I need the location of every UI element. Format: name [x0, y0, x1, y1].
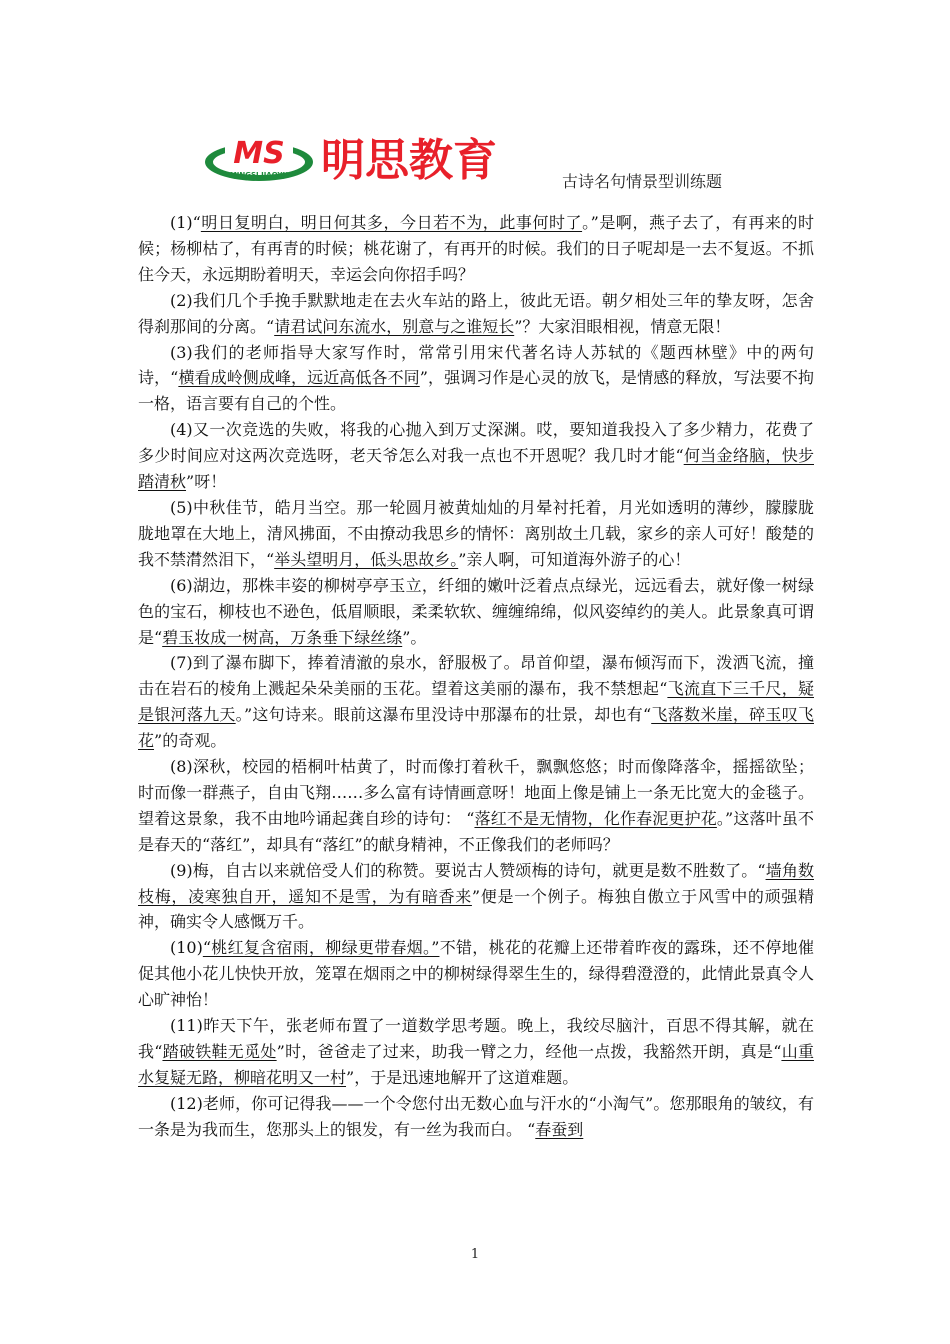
logo-title: 明思教育 [321, 135, 497, 186]
underlined-quote: 飞落数米崖，碎玉叹飞花 [138, 705, 814, 751]
text-run: 。”这句诗来。眼前这瀑布里没诗中那瀑布的壮景，却也有“ [235, 705, 652, 725]
underlined-quote: 山重水复疑无路，柳暗花明又一村 [138, 1042, 814, 1087]
underlined-quote: 何当金络脑，快步踏清秋 [138, 446, 814, 492]
underlined-quote: 飞流直下三千尺，疑是银河落九天 [138, 679, 814, 725]
paragraph-7 [138, 650, 814, 754]
ms-logo-icon [203, 136, 315, 184]
logo-badge-text: MS [233, 136, 285, 171]
paragraph-1 [138, 210, 814, 288]
text-run: ”。 [402, 627, 427, 647]
text-run: (11)昨天下午，张老师布置了一道数学思考题。晚上，我绞尽脑汁，百思不得其解，就在我“ [138, 1016, 814, 1061]
text-run: ”的奇观。 [154, 731, 227, 751]
text-run: 。”是啊，燕子去了，有再来的时候；杨柳枯了，有再青的时候；桃花谢了，有再开的时候。我们的日子呢却是一去不复返。不抓住今天，永远期盼着明天，幸运会向你招手吗？ [138, 213, 814, 284]
text-run: ”，强调习作是心灵的放飞，是情感的释放，写法要不拘一格，语言要有自己的个性。 [138, 368, 814, 414]
underlined-quote: 墙角数枝梅，凌寒独自开，遥知不是雪，为有暗香来 [138, 860, 814, 906]
paragraph-11 [138, 1013, 814, 1091]
text-run: ”，于是迅速地解开了这道难题。 [346, 1067, 579, 1087]
brand-logo [203, 136, 558, 188]
paragraph-6 [138, 573, 814, 651]
paragraph-5 [138, 495, 814, 573]
text-run: ”？大家泪眼相视，情意无限！ [514, 316, 731, 336]
text-run: (2)我们几个手挽手默默地走在去火车站的路上，彼此无语。朝夕相处三年的挚友呀，怎舍得刹那间的分离。“ [138, 290, 814, 336]
paragraph-12 [138, 1091, 814, 1143]
text-run: (12)老师，你可记得我——一个令您付出无数心血与汗水的“小淘气”。您那眼角的皱纹，有一条是为我而生，您那头上的银发，有一丝为我而白。 “ [138, 1093, 814, 1139]
paragraph-2 [138, 288, 814, 340]
underlined-quote: 碧玉妆成一树高，万条垂下绿丝绦 [162, 627, 403, 647]
underlined-quote: “桃红复含宿雨，柳绿更带春烟。” [202, 938, 440, 958]
text-run: ”呀！ [186, 472, 227, 492]
document-title: 古诗名句情景型训练题 [562, 172, 723, 191]
text-run: (4)又一次竞选的失败，将我的心抛入到万丈深渊。哎，要知道我投入了多少精力，花费了多少时间应对这两次竞选呀，老天爷怎么对我一点也不开恩呢？我几时才能“ [138, 420, 814, 466]
text-run: ”便是一个例子。梅独自傲立于风雪中的顽强精神，确实令人感慨万千。 [138, 886, 814, 932]
text-run: (9)梅，自古以来就倍受人们的称赞。要说古人赞颂梅的诗句，就更是数不胜数了。“ [170, 860, 766, 880]
paragraph-4 [138, 417, 814, 495]
text-run: (7)到了瀑布脚下，捧着清澈的泉水，舒服极了。昂首仰望，瀑布倾泻而下，泼洒飞流，撞击在岩石的棱角上溅起朵朵美丽的玉花。望着这美丽的瀑布，我不禁想起“ [138, 653, 814, 699]
logo-sub-text: MINGSI JIAOYU [229, 171, 289, 179]
text-run: (5)中秋佳节，皓月当空。那一轮圆月被黄灿灿的月晕衬托着，月光如透明的薄纱，朦朦胧胧地罩在大地上，清风拂面，不由撩动我思乡的情怀：离别故土几载，家乡的亲人可好！酸楚的我不禁潸然泪下，“ [138, 497, 814, 569]
text-run: 。”这落叶虽不是春天的“落红”，却具有“落红”的献身精神，不正像我们的老师吗？ [138, 808, 814, 854]
text-run: (8)深秋，校园的梧桐叶枯黄了，时而像打着秋千，飘飘悠悠；时而像降落伞，摇摇欲坠；时而像一群燕子，自由飞翔……多么富有诗情画意呀！地面上像是铺上一条无比宽大的金毯子。望着这景象，我不由地吟诵起龚自珍的诗句： “ [138, 757, 814, 828]
text-run: (1)“ [170, 213, 201, 232]
underlined-quote: 举头望明月，低头思故乡。 [274, 549, 459, 569]
underlined-quote: 横看成岭侧成峰，远近高低各不同 [178, 368, 420, 388]
text-run: ”时，爸爸走了过来，助我一臂之力，经他一点拨，我豁然开朗，真是“ [276, 1042, 782, 1061]
paragraph-3 [138, 340, 814, 418]
text-run: ”亲人啊，可知道海外游子的心！ [458, 549, 691, 569]
text-run: (3)我们的老师指导大家写作时，常常引用宋代著名诗人苏轼的《题西林壁》中的两句诗，“ [138, 342, 814, 388]
text-run: (6)湖边，那株丰姿的柳树亭亭玉立，纤细的嫩叶泛着点点绿光，远远看去，就好像一树绿色的宝石，柳枝也不逊色，低眉顺眼，柔柔软软、缠缠绵绵，似风姿绰约的美人。此景象真可谓是“ [138, 575, 814, 647]
underlined-quote: 落红不是无情物，化作春泥更护花 [474, 808, 717, 828]
underlined-quote: 春蚕到 [535, 1119, 584, 1139]
text-run: 不错，桃花的花瓣上还带着昨夜的露珠，还不停地催促其他小花儿快快开放，笼罩在烟雨之中的柳树绿得翠生生的，绿得碧澄澄的，此情此景真令人心旷神怡！ [138, 938, 814, 1010]
exercise-body [138, 210, 814, 1143]
underlined-quote: 明日复明白，明日何其多，今日若不为，此事何时了 [200, 213, 583, 232]
paragraph-10 [138, 935, 814, 1013]
underlined-quote: 请君试问东流水，别意与之谁短长 [274, 316, 515, 336]
paragraph-9 [138, 858, 814, 936]
underlined-quote: 踏破铁鞋无觅处 [162, 1042, 277, 1061]
paragraph-8 [138, 754, 814, 858]
page-number: 1 [470, 1247, 480, 1262]
text-run: (10) [170, 938, 203, 958]
